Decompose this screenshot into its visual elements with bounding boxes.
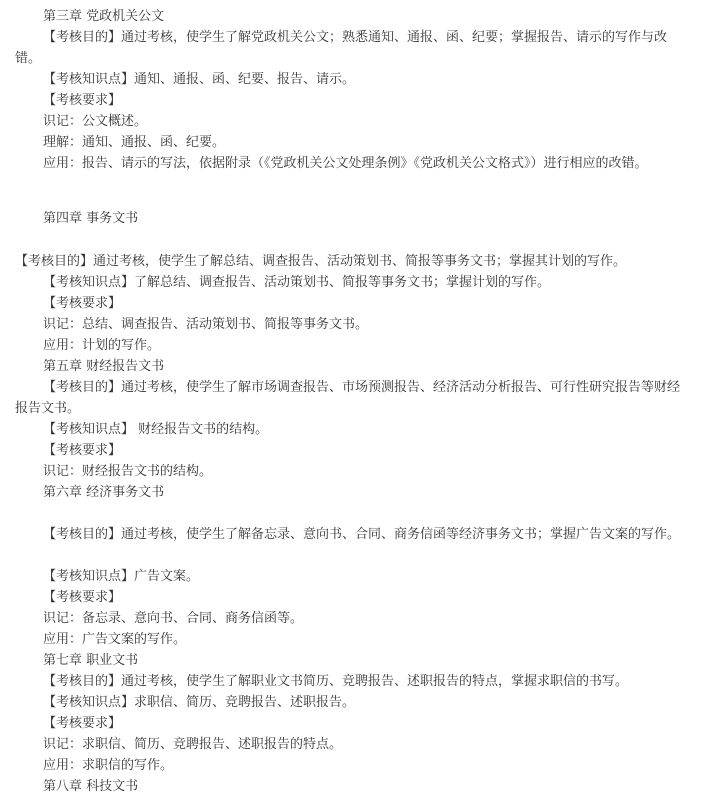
chapter-5-purpose: 【考核目的】通过考核，使学生了解市场调查报告、市场预测报告、经济活动分析报告、可行性研究报告等财经报告文书。 bbox=[15, 380, 681, 416]
chapter-6-apply: 应用：广告文案的写作。 bbox=[43, 632, 187, 647]
chapter-7-knowledge-points: 【考核知识点】求职信、简历、竞聘报告、述职报告。 bbox=[43, 695, 356, 710]
chapter-8-heading: 第八章 科技文书 bbox=[43, 779, 139, 794]
chapter-5-requirements-label: 【考核要求】 bbox=[43, 443, 122, 458]
chapter-6-requirements-label: 【考核要求】 bbox=[43, 590, 122, 605]
chapter-4-apply: 应用：计划的写作。 bbox=[43, 338, 161, 353]
chapter-6-heading: 第六章 经济事务文书 bbox=[43, 485, 165, 500]
chapter-3-memorize: 识记：公文概述。 bbox=[43, 114, 148, 129]
chapter-7-apply: 应用：求职信的写作。 bbox=[43, 758, 174, 773]
chapter-5-knowledge-points: 【考核知识点】 财经报告文书的结构。 bbox=[43, 422, 269, 437]
chapter-4-heading: 第四章 事务文书 bbox=[43, 211, 139, 226]
chapter-6-purpose: 【考核目的】通过考核，使学生了解备忘录、意向书、合同、商务信函等经济事务文书；掌握广告文案的写作。 bbox=[43, 527, 681, 542]
chapter-3-knowledge-points: 【考核知识点】通知、通报、函、纪要、报告、请示。 bbox=[43, 72, 356, 87]
chapter-5-memorize: 识记：财经报告文书的结构。 bbox=[43, 464, 213, 479]
chapter-7-heading: 第七章 职业文书 bbox=[43, 653, 139, 668]
chapter-3-requirements-label: 【考核要求】 bbox=[43, 93, 122, 108]
chapter-3-apply: 应用：报告、请示的写法，依据附录（《党政机关公文处理条例》《党政机关公文格式》）进行相应的改错。 bbox=[43, 156, 648, 171]
chapter-6-knowledge-points: 【考核知识点】广告文案。 bbox=[43, 569, 200, 584]
chapter-7-purpose: 【考核目的】通过考核，使学生了解职业文书简历、竞聘报告、述职报告的特点，掌握求职信的书写。 bbox=[43, 674, 629, 689]
chapter-4-purpose: 【考核目的】通过考核，使学生了解总结、调查报告、活动策划书、简报等事务文书；掌握其计划的写作。 bbox=[15, 254, 627, 269]
chapter-7-memorize: 识记：求职信、简历、竞聘报告、述职报告的特点。 bbox=[43, 737, 343, 752]
chapter-6-memorize: 识记：备忘录、意向书、合同、商务信函等。 bbox=[43, 611, 304, 626]
chapter-3-purpose: 【考核目的】通过考核，使学生了解党政机关公文；熟悉通知、通报、函、纪要；掌握报告、请示的写作与改错。 bbox=[15, 30, 668, 66]
chapter-4-knowledge-points: 【考核知识点】了解总结、调查报告、活动策划书、简报等事务文书；掌握计划的写作。 bbox=[43, 275, 551, 290]
chapter-5-heading: 第五章 财经报告文书 bbox=[43, 359, 165, 374]
chapter-4-memorize: 识记：总结、调查报告、活动策划书、简报等事务文书。 bbox=[43, 317, 369, 332]
chapter-7-requirements-label: 【考核要求】 bbox=[43, 716, 122, 731]
chapter-3-heading: 第三章 党政机关公文 bbox=[43, 9, 165, 24]
chapter-4-requirements-label: 【考核要求】 bbox=[43, 296, 122, 311]
chapter-3-understand: 理解：通知、通报、函、纪要。 bbox=[43, 135, 226, 150]
